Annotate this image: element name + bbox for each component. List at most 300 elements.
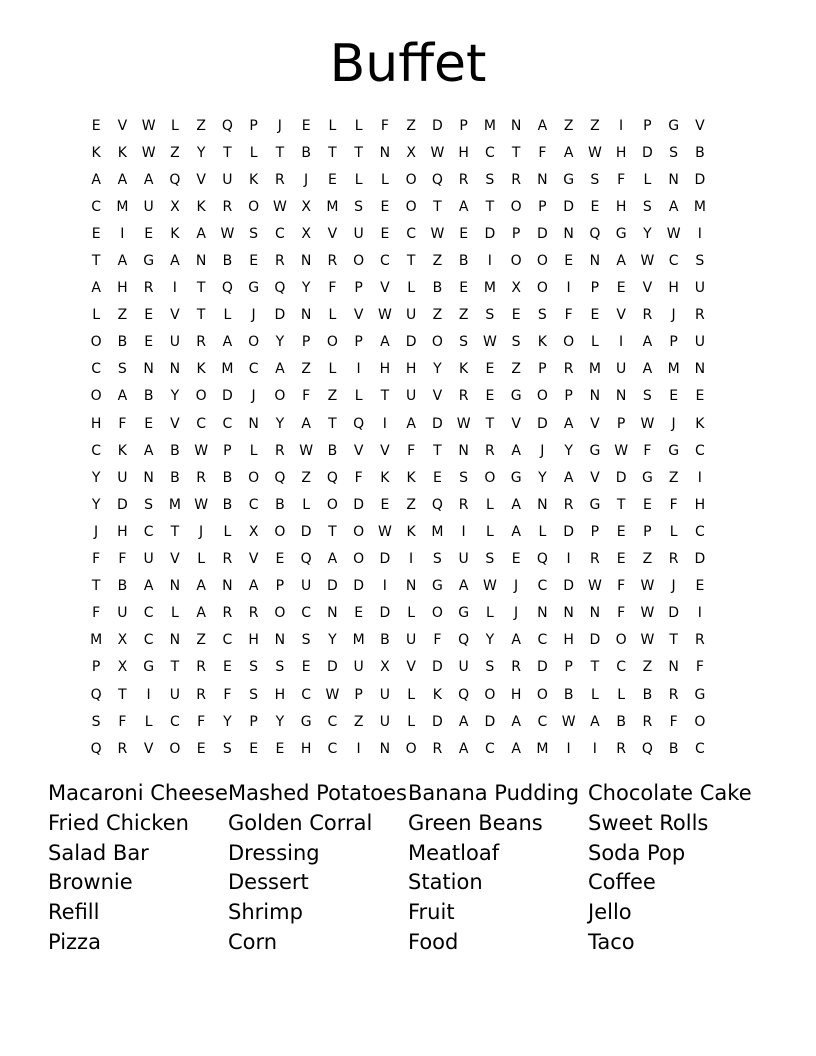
grid-letter: S — [485, 659, 495, 676]
grid-letter: I — [697, 605, 702, 622]
grid-letter: L — [485, 605, 494, 622]
grid-letter: F — [118, 713, 127, 730]
grid-letter: C — [91, 442, 102, 459]
grid-letter: A — [275, 361, 285, 378]
grid-letter: W — [482, 334, 497, 351]
grid-letter: W — [587, 144, 602, 161]
grid-letter: M — [90, 632, 103, 649]
grid-letter: O — [536, 280, 548, 297]
grid-letter: I — [566, 740, 571, 757]
grid-letter: B — [668, 740, 679, 757]
grid-letter: J — [671, 307, 676, 324]
grid-letter: N — [222, 578, 233, 595]
grid-letter: Y — [196, 144, 206, 161]
word-list-item: Shrimp — [228, 900, 303, 925]
grid-letter: G — [248, 280, 260, 297]
grid-letter: H — [615, 198, 627, 215]
grid-letter: H — [117, 523, 128, 540]
grid-letter: L — [249, 144, 258, 161]
grid-letter: L — [170, 605, 179, 622]
grid-letter: U — [616, 361, 627, 378]
grid-letter: Z — [668, 469, 679, 486]
grid-letter: I — [382, 415, 387, 432]
grid-letter: B — [380, 632, 390, 649]
grid-letter: R — [222, 605, 233, 622]
grid-letter: V — [616, 307, 626, 324]
grid-letter: D — [431, 713, 443, 730]
grid-letter: T — [223, 144, 232, 161]
grid-letter: V — [380, 442, 390, 459]
grid-letter: N — [143, 361, 154, 378]
grid-letter: Y — [643, 225, 652, 242]
grid-letter: S — [249, 659, 259, 676]
grid-letter: N — [615, 388, 627, 405]
grid-letter: B — [301, 144, 311, 161]
grid-letter: E — [301, 659, 311, 676]
grid-letter: D — [405, 334, 417, 351]
grid-letter: M — [667, 361, 680, 378]
grid-letter: U — [458, 659, 469, 676]
grid-letter: U — [143, 551, 154, 568]
grid-letter: R — [695, 632, 705, 649]
grid-letter: O — [274, 523, 286, 540]
grid-letter: L — [590, 334, 599, 351]
grid-letter: R — [668, 551, 679, 568]
grid-letter: U — [143, 198, 154, 215]
grid-letter: D — [431, 415, 443, 432]
grid-letter: K — [406, 523, 416, 540]
grid-letter: N — [169, 632, 181, 649]
grid-letter: I — [461, 523, 466, 540]
grid-letter: T — [196, 280, 206, 297]
grid-letter: H — [379, 361, 391, 378]
grid-letter: D — [589, 632, 601, 649]
word-list-item: Coffee — [588, 870, 656, 895]
grid-letter: F — [695, 659, 704, 676]
grid-letter: W — [587, 578, 602, 595]
grid-letter: C — [91, 361, 102, 378]
grid-letter: U — [169, 686, 180, 703]
grid-letter: K — [117, 144, 127, 161]
grid-letter: A — [668, 198, 679, 215]
grid-letter: L — [354, 117, 363, 134]
grid-letter: M — [483, 117, 496, 134]
grid-letter: G — [431, 578, 443, 595]
grid-letter: Y — [485, 632, 495, 649]
grid-letter: U — [353, 225, 364, 242]
word-list-item: Sweet Rolls — [588, 810, 709, 835]
grid-row — [83, 356, 733, 383]
grid-letter: W — [561, 713, 576, 730]
grid-letter: E — [354, 605, 364, 622]
grid-letter: D — [326, 578, 338, 595]
grid-letter: I — [382, 578, 387, 595]
grid-row — [83, 518, 733, 545]
grid-letter: J — [540, 442, 545, 459]
grid-letter: U — [379, 713, 390, 730]
grid-letter: N — [668, 659, 679, 676]
grid-letter: K — [406, 469, 416, 486]
grid-letter: O — [169, 740, 181, 757]
grid-letter: W — [141, 117, 156, 134]
grid-letter: Z — [196, 632, 206, 649]
grid-letter: Z — [301, 469, 311, 486]
grid-letter: D — [326, 659, 338, 676]
grid-letter: D — [116, 496, 128, 513]
grid-letter: C — [537, 632, 548, 649]
grid-letter: Q — [431, 496, 443, 513]
grid-letter: T — [511, 144, 521, 161]
grid-letter: W — [325, 686, 340, 703]
grid-letter: V — [143, 740, 154, 757]
grid-row — [83, 247, 733, 274]
grid-letter: O — [248, 198, 260, 215]
grid-letter: S — [91, 713, 101, 730]
grid-letter: R — [485, 442, 495, 459]
grid-letter: W — [299, 442, 314, 459]
word-list-item: Green Beans — [408, 810, 543, 835]
grid-letter: M — [536, 740, 549, 757]
grid-letter: I — [356, 740, 361, 757]
grid-letter: A — [117, 171, 128, 188]
grid-letter: N — [563, 605, 574, 622]
grid-letter: E — [275, 551, 285, 568]
grid-letter: Y — [170, 388, 180, 405]
grid-letter: I — [172, 280, 177, 297]
grid-letter: V — [590, 415, 600, 432]
grid-letter: U — [222, 171, 233, 188]
grid-letter: H — [248, 632, 259, 649]
grid-letter: O — [326, 496, 338, 513]
grid-letter: T — [328, 523, 337, 540]
grid-letter: Q — [431, 171, 443, 188]
grid-letter: J — [514, 605, 519, 622]
grid-letter: F — [564, 307, 573, 324]
grid-letter: Q — [458, 632, 470, 649]
grid-letter: V — [406, 659, 416, 676]
grid-letter: M — [221, 361, 234, 378]
grid-letter: E — [91, 117, 101, 134]
grid-letter: E — [590, 307, 600, 324]
grid-letter: L — [354, 171, 363, 188]
grid-letter: I — [120, 225, 125, 242]
grid-letter: L — [407, 605, 416, 622]
grid-letter: O — [405, 171, 417, 188]
grid-letter: B — [642, 686, 653, 703]
grid-letter: P — [459, 117, 468, 134]
grid-letter: P — [643, 523, 652, 540]
grid-letter: G — [641, 469, 653, 486]
grid-letter: Z — [406, 496, 416, 513]
grid-letter: C — [91, 198, 102, 215]
grid-letter: U — [406, 388, 417, 405]
grid-letter: V — [353, 307, 364, 324]
grid-letter: O — [326, 334, 338, 351]
grid-letter: E — [616, 523, 626, 540]
grid-letter: E — [459, 225, 469, 242]
grid-letter: Z — [406, 117, 416, 134]
grid-letter: H — [694, 496, 706, 513]
grid-letter: Q — [274, 469, 286, 486]
grid-letter: W — [220, 225, 235, 242]
grid-letter: C — [196, 415, 207, 432]
grid-letter: D — [379, 551, 391, 568]
grid-letter: H — [668, 280, 679, 297]
grid-row — [83, 383, 733, 410]
grid-row — [83, 600, 733, 627]
word-list-item: Fried Chicken — [48, 810, 189, 835]
grid-letter: U — [694, 280, 705, 297]
grid-letter: G — [589, 496, 601, 513]
grid-letter: H — [563, 632, 574, 649]
grid-letter: F — [617, 171, 626, 188]
grid-letter: N — [300, 253, 312, 270]
grid-letter: B — [616, 713, 626, 730]
grid-letter: A — [616, 253, 626, 270]
grid-letter: F — [380, 117, 389, 134]
grid-letter: Q — [353, 415, 365, 432]
grid-letter: L — [617, 686, 626, 703]
grid-letter: Z — [327, 388, 338, 405]
grid-letter: V — [380, 280, 390, 297]
grid-letter: Z — [117, 307, 128, 324]
grid-letter: P — [301, 334, 311, 351]
grid-letter: V — [642, 280, 653, 297]
grid-letter: F — [92, 551, 101, 568]
grid-letter: A — [143, 171, 154, 188]
grid-letter: B — [458, 253, 469, 270]
grid-letter: N — [537, 605, 548, 622]
grid-letter: T — [433, 198, 442, 215]
grid-letter: A — [458, 578, 469, 595]
grid-letter: E — [511, 551, 521, 568]
grid-letter: I — [697, 469, 702, 486]
grid-letter: W — [430, 144, 445, 161]
grid-letter: N — [668, 171, 679, 188]
grid-row — [83, 220, 733, 247]
word-list-item: Golden Corral — [228, 810, 373, 835]
grid-letter: O — [510, 253, 522, 270]
grid-letter: N — [458, 442, 469, 459]
grid-letter: E — [91, 225, 101, 242]
grid-letter: B — [432, 280, 443, 297]
grid-letter: G — [589, 442, 601, 459]
grid-letter: B — [563, 686, 574, 703]
word-list-item: Soda Pop — [588, 840, 686, 865]
grid-letter: S — [590, 171, 600, 188]
grid-letter: L — [485, 523, 494, 540]
word-list — [48, 779, 788, 958]
grid-letter: S — [537, 307, 547, 324]
grid-letter: L — [407, 686, 416, 703]
grid-letter: T — [354, 144, 363, 161]
grid-letter: F — [669, 496, 678, 513]
grid-letter: R — [117, 740, 128, 757]
grid-letter: O — [90, 388, 102, 405]
grid-letter: I — [697, 225, 702, 242]
grid-letter: T — [170, 659, 180, 676]
grid-letter: L — [328, 117, 337, 134]
grid-letter: P — [538, 198, 547, 215]
grid-letter: T — [406, 253, 416, 270]
grid-letter: I — [566, 551, 571, 568]
grid-letter: S — [432, 551, 442, 568]
grid-letter: O — [248, 469, 260, 486]
grid-letter: J — [514, 578, 519, 595]
grid-letter: L — [249, 442, 258, 459]
grid-letter: G — [615, 225, 627, 242]
grid-row — [83, 464, 733, 491]
grid-letter: Q — [641, 740, 653, 757]
grid-letter: R — [222, 551, 233, 568]
grid-letter: E — [485, 361, 495, 378]
grid-letter: G — [143, 659, 155, 676]
grid-letter: C — [406, 225, 417, 242]
grid-letter: H — [458, 144, 469, 161]
grid-letter: P — [538, 361, 547, 378]
grid-letter: D — [221, 388, 233, 405]
grid-letter: P — [564, 659, 573, 676]
grid-letter: F — [617, 578, 626, 595]
grid-letter: L — [407, 713, 416, 730]
grid-letter: N — [589, 388, 601, 405]
grid-row — [83, 275, 733, 302]
grid-letter: O — [274, 388, 286, 405]
grid-letter: C — [301, 605, 312, 622]
grid-letter: R — [275, 253, 285, 270]
grid-letter: S — [642, 198, 652, 215]
grid-letter: E — [249, 740, 259, 757]
grid-letter: T — [118, 686, 127, 703]
grid-letter: Y — [564, 442, 573, 459]
grid-letter: N — [327, 605, 338, 622]
grid-letter: C — [616, 659, 627, 676]
grid-letter: A — [143, 442, 154, 459]
grid-row — [83, 166, 733, 193]
word-list-item: Fruit — [408, 900, 455, 925]
grid-letter: A — [196, 605, 206, 622]
grid-letter: K — [249, 171, 259, 188]
grid-letter: T — [669, 632, 678, 649]
grid-letter: I — [619, 334, 624, 351]
grid-letter: W — [614, 442, 629, 459]
grid-letter: U — [694, 334, 705, 351]
grid-letter: G — [143, 253, 155, 270]
grid-letter: K — [380, 469, 390, 486]
grid-letter: N — [300, 307, 312, 324]
grid-letter: I — [487, 253, 492, 270]
grid-letter: H — [300, 740, 312, 757]
grid-letter: Y — [275, 334, 285, 351]
grid-letter: C — [274, 225, 285, 242]
grid-letter: I — [146, 686, 151, 703]
grid-letter: N — [169, 578, 181, 595]
grid-row — [83, 573, 733, 600]
grid-letter: V — [248, 551, 259, 568]
grid-letter: A — [248, 578, 259, 595]
grid-letter: R — [458, 388, 469, 405]
grid-letter: V — [196, 171, 206, 188]
grid-letter: L — [354, 388, 363, 405]
grid-letter: E — [144, 225, 154, 242]
grid-letter: S — [642, 388, 652, 405]
grid-letter: U — [458, 551, 469, 568]
grid-letter: F — [328, 280, 337, 297]
grid-letter: D — [484, 713, 496, 730]
grid-letter: H — [117, 280, 128, 297]
grid-letter: A — [380, 334, 390, 351]
grid-letter: L — [197, 551, 206, 568]
grid-row — [83, 139, 733, 166]
grid-letter: W — [666, 225, 681, 242]
grid-letter: Z — [353, 713, 364, 730]
grid-letter: S — [222, 740, 232, 757]
grid-letter: D — [563, 523, 575, 540]
grid-letter: S — [117, 361, 127, 378]
grid-letter: O — [484, 469, 496, 486]
grid-letter: R — [143, 280, 154, 297]
grid-letter: R — [668, 686, 679, 703]
grid-letter: C — [143, 605, 154, 622]
grid-letter: L — [590, 686, 599, 703]
grid-letter: I — [409, 551, 414, 568]
grid-letter: S — [354, 198, 364, 215]
grid-letter: M — [588, 361, 601, 378]
grid-letter: O — [274, 605, 286, 622]
grid-letter: A — [642, 361, 653, 378]
word-list-item: Refill — [48, 900, 100, 925]
grid-letter: E — [144, 307, 154, 324]
grid-letter: E — [301, 117, 311, 134]
grid-letter: H — [274, 686, 286, 703]
grid-letter: R — [275, 171, 285, 188]
grid-letter: Q — [169, 171, 181, 188]
grid-letter: V — [170, 551, 180, 568]
grid-letter: G — [563, 171, 575, 188]
grid-row — [83, 437, 733, 464]
grid-letter: C — [694, 442, 705, 459]
grid-letter: C — [222, 632, 233, 649]
grid-letter: A — [563, 415, 574, 432]
grid-letter: Y — [538, 469, 547, 486]
grid-letter: Z — [511, 361, 521, 378]
grid-letter: O — [405, 740, 417, 757]
grid-letter: D — [274, 307, 286, 324]
grid-letter: M — [326, 198, 339, 215]
grid-letter: I — [619, 117, 624, 134]
grid-row — [83, 627, 733, 654]
grid-letter: P — [590, 523, 600, 540]
grid-letter: D — [694, 171, 706, 188]
grid-letter: D — [353, 578, 365, 595]
grid-letter: Z — [642, 659, 653, 676]
grid-letter: W — [640, 253, 655, 270]
grid-letter: C — [668, 253, 679, 270]
grid-letter: T — [196, 307, 206, 324]
grid-letter: M — [431, 523, 444, 540]
grid-letter: L — [302, 496, 311, 513]
grid-letter: L — [669, 523, 678, 540]
grid-letter: T — [433, 442, 442, 459]
grid-letter: R — [511, 659, 521, 676]
grid-letter: L — [223, 307, 232, 324]
grid-letter: R — [563, 361, 574, 378]
grid-letter: K — [91, 144, 101, 161]
grid-letter: C — [694, 523, 705, 540]
grid-row — [83, 681, 733, 708]
grid-letter: S — [485, 307, 495, 324]
grid-letter: E — [144, 415, 154, 432]
